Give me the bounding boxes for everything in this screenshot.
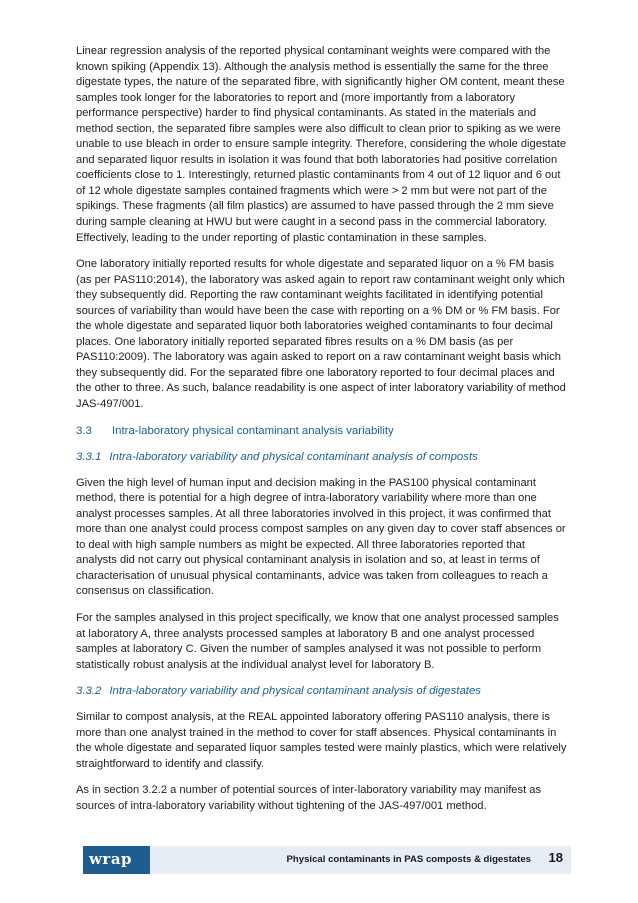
paragraph-compost-variability: Given the high level of human input and decision making in the PAS100 physical contaminant method, there is potential for a high degree of intra-laboratory variability where more than one analyst processes samples. At all three laboratories involved in this project, it was confirmed that more than one analyst could process compost samples on any given day to cover staff absences or to deal with high sample numbers as might be expected. All three laboratories reported that analysts did not carry out physical contaminant analysis in isolation and so, at least in terms of characterisation of unusual physical contaminants, advice was taken from colleagues to reach a consensus on classification.	[76, 476, 566, 598]
footer-title: Physical contaminants in PAS composts & digestates	[286, 854, 531, 865]
subsection-title: Intra-laboratory variability and physical contaminant analysis of digestates	[109, 685, 481, 698]
section-title: Intra-laboratory physical contaminant analysis variability	[112, 424, 394, 437]
paragraph-reporting-basis: One laboratory initially reported results for whole digestate and separated liquor on a % FM basis (as per PAS110:2014), the laboratory was asked again to report raw contaminant weight only which they subsequently did. Reporting the raw contaminant weights facilitated in identifying potential sources of variability than would have been the case with reporting on a % DM or % FM basis. For the whole digestate and separated liquor both laboratories weighed contaminants to four decimal places. One laboratory initially reported separated fibres results on a % DM basis (as per PAS110:2009). The laboratory was again asked to report on a raw contaminant weight basis which they subsequently did. For the separated fibre one laboratory reported to four decimal places and the other to three. As such, balance readability is one aspect of inter laboratory variability of method JAS-497/001.	[76, 258, 566, 411]
document-page	[76, 44, 568, 825]
logo-text: wrap	[89, 850, 133, 868]
section-heading-3-3	[76, 424, 568, 439]
subsection-heading-3-3-2	[76, 684, 568, 699]
page-footer	[83, 846, 571, 874]
section-number: 3.3	[76, 424, 92, 437]
footer-bar	[150, 846, 571, 874]
subsection-title: Intra-laboratory variability and physical contaminant analysis of composts	[109, 450, 478, 463]
subsection-number: 3.3.1	[76, 450, 102, 463]
subsection-number: 3.3.2	[76, 685, 102, 698]
page-number: 18	[548, 850, 563, 865]
wrap-logo	[83, 846, 150, 874]
paragraph-regression: Linear regression analysis of the reported physical contaminant weights were compared with the known spiking (Appendix 13). Although the analysis method is essentially the same for the three digestate types, the nature of the separated fibre, with significantly higher OM content, meant these samples took longer for the laboratories to report and (more importantly from a laboratory performance perspective) harder to find physical contaminants. As stated in the materials and method section, the separated fibre samples were also difficult to clean prior to spiking as we were unable to use bleach in order to ensure sample integrity. Therefore, considering the whole digestate and separated liquor results in isolation it was found that both laboratories had positive correlation coefficients close to 1. Interestingly, returned plastic contaminants from 4 out of 12 liquor and 6 out of 12 whole digestate samples contained fragments which were > 2 mm but were not part of the spikings. These fragments (all film plastics) are assumed to have passed through the 2 mm sieve during sample cleaning at HWU but were caught in a second pass in the commercial laboratory. Effectively, leading to the under reporting of plastic contamination in these samples.	[76, 45, 567, 244]
subsection-heading-3-3-1	[76, 450, 568, 465]
paragraph-analysts: For the samples analysed in this project specifically, we know that one analyst processed samples at laboratory A, three analysts processed samples at laboratory B and one analyst processed samples at laboratory C. Given the number of samples analysed it was not possible to perform statistically robust analysis at the individual analyst level for laboratory B.	[76, 611, 559, 671]
paragraph-sources: As in section 3.2.2 a number of potential sources of inter-laboratory variability may manifest as sources of intra-laboratory variability without tightening of the JAS-497/001 method.	[76, 784, 542, 812]
paragraph-digestate-analysis: Similar to compost analysis, at the REAL appointed laboratory offering PAS110 analysis, there is more than one analyst trained in the method to cover for staff absences. Physical contaminants in the whole digestate and separated liquor samples tested were mainly plastics, which were relatively straightforward to identify and classify.	[76, 711, 567, 770]
